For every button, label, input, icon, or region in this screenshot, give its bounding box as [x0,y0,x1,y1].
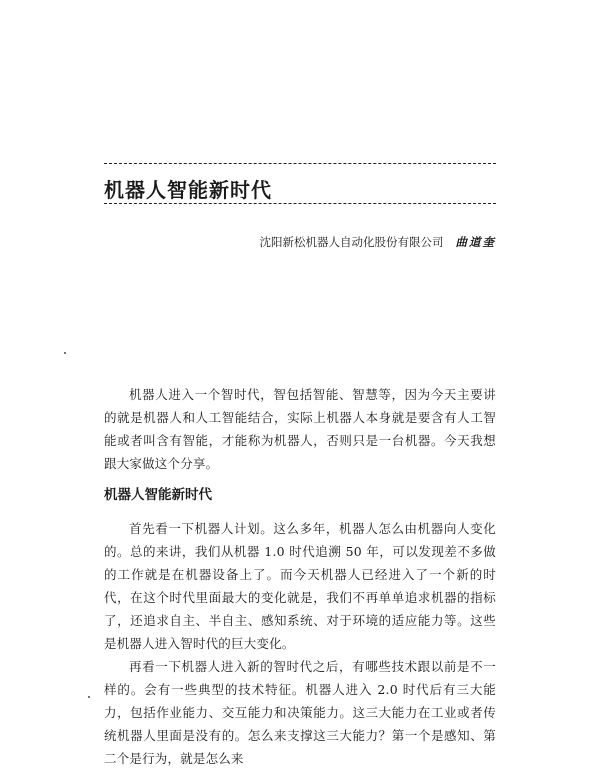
scan-speck [64,352,66,354]
section-heading: 机器人智能新时代 [104,487,212,503]
section-paragraph-2: 再看一下机器人进入新的智时代之后，有哪些技术跟以前是不一样的。会有一些典型的技术特征。机器人进入 2.0 时代后有三大能力，包括作业能力、交互能力和决策能力。这三大能力在工业或者传统机器人里面是没有的。怎么来支撑这三大能力？第一个是感知、第二个是行为，就是怎么来 [104,659,496,766]
byline [260,234,497,250]
scan-speck [88,696,90,698]
section-paragraph-1: 首先看一下机器人计划。这么多年，机器人怎么由机器向人变化的。总的来讲，我们从机器 1.0 时代追溯 50 年，可以发现差不多做的工作就是在机器设备上了。而今天机器人已经进入了一个新的时代，在这个时代里面最大的变化就是，我们不再单单追求机器的指标了，还追求自主、半自主、感知系统、对于环境的适应能力等。这些是机器人进入智时代的巨大变化。 [104,521,496,651]
intro-block [104,383,496,475]
author-affiliation: 沈阳新松机器人自动化股份有限公司 [259,235,444,249]
article-title: 机器人智能新时代 [104,178,272,202]
author-name: 曲道奎 [455,235,496,249]
title-bottom-rule [104,203,496,204]
section-block [104,485,496,770]
title-top-rule [104,163,496,164]
intro-paragraph: 机器人进入一个智时代，智包括智能、智慧等，因为今天主要讲的就是机器人和人工智能结合，实际上机器人本身就是要含有人工智能或者叫含有智能，才能称为机器人，否则只是一台机器。今天我想跟大家做这个分享。 [104,387,496,471]
